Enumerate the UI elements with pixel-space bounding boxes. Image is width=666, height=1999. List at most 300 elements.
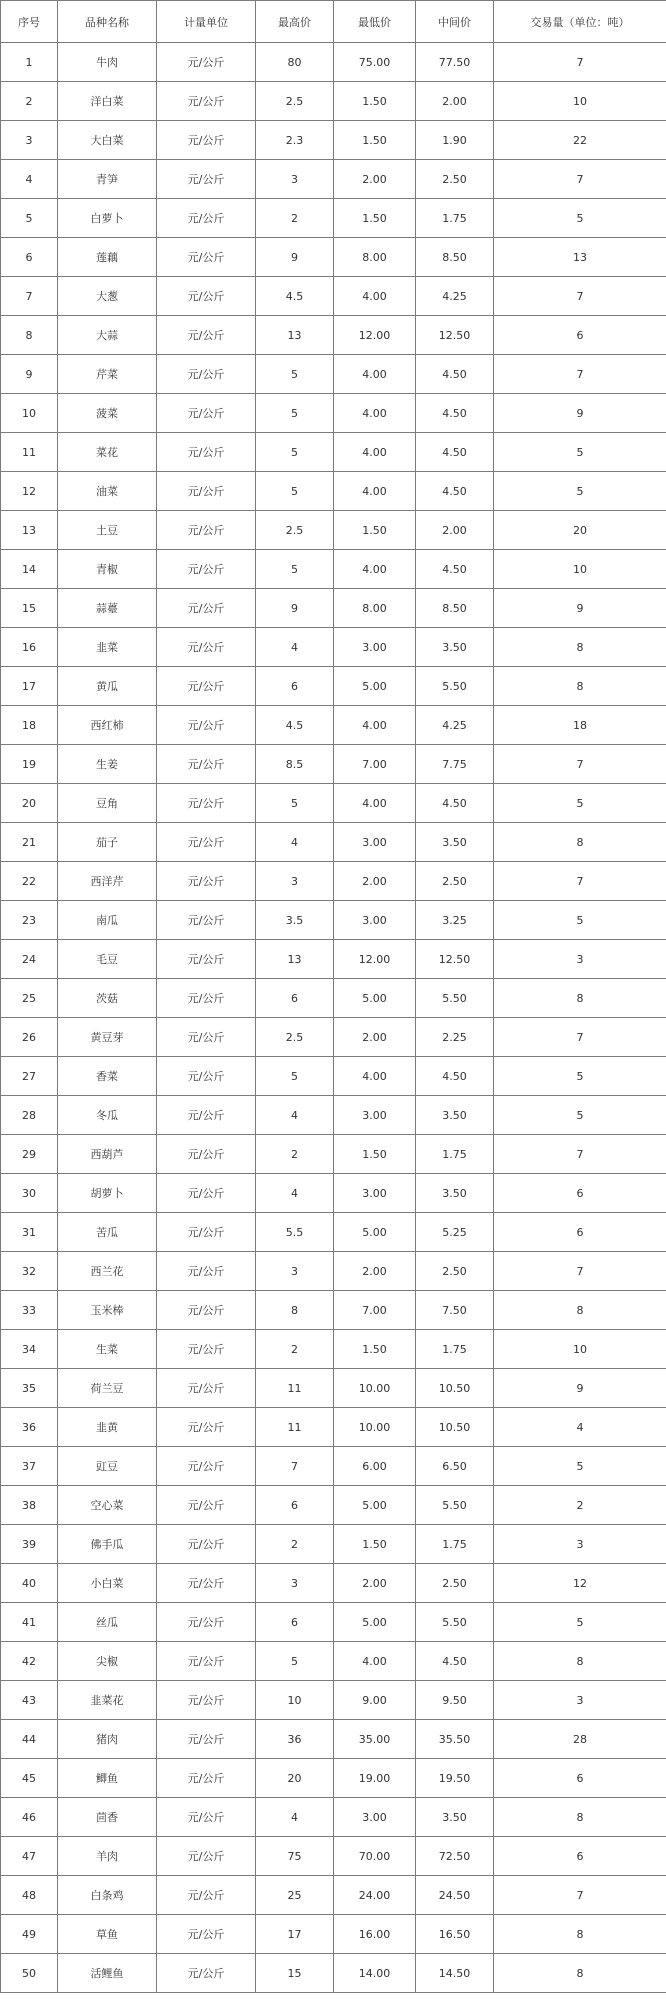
cell-max-price: 5 xyxy=(256,472,334,511)
cell-volume: 5 xyxy=(494,1447,666,1486)
cell-index: 16 xyxy=(1,628,58,667)
cell-mid-price: 2.50 xyxy=(416,160,494,199)
cell-max-price: 7 xyxy=(256,1447,334,1486)
cell-index: 2 xyxy=(1,82,58,121)
cell-unit: 元/公斤 xyxy=(157,1291,256,1330)
cell-mid-price: 35.50 xyxy=(416,1720,494,1759)
cell-max-price: 3.5 xyxy=(256,901,334,940)
cell-volume: 10 xyxy=(494,550,666,589)
cell-variety: 南瓜 xyxy=(58,901,157,940)
cell-min-price: 3.00 xyxy=(334,901,416,940)
cell-max-price: 15 xyxy=(256,1954,334,1993)
cell-index: 45 xyxy=(1,1759,58,1798)
cell-mid-price: 4.50 xyxy=(416,472,494,511)
cell-variety: 黄豆芽 xyxy=(58,1018,157,1057)
cell-unit: 元/公斤 xyxy=(157,1759,256,1798)
table-row xyxy=(1,823,666,862)
cell-volume: 10 xyxy=(494,82,666,121)
table-row xyxy=(1,277,666,316)
table-row xyxy=(1,1291,666,1330)
cell-volume: 8 xyxy=(494,823,666,862)
cell-mid-price: 8.50 xyxy=(416,238,494,277)
cell-unit: 元/公斤 xyxy=(157,1798,256,1837)
cell-min-price: 7.00 xyxy=(334,1291,416,1330)
table-row xyxy=(1,394,666,433)
cell-index: 38 xyxy=(1,1486,58,1525)
cell-volume: 6 xyxy=(494,1213,666,1252)
cell-unit: 元/公斤 xyxy=(157,316,256,355)
cell-max-price: 4 xyxy=(256,628,334,667)
cell-index: 25 xyxy=(1,979,58,1018)
cell-max-price: 5 xyxy=(256,394,334,433)
cell-mid-price: 2.25 xyxy=(416,1018,494,1057)
cell-mid-price: 1.75 xyxy=(416,1135,494,1174)
cell-unit: 元/公斤 xyxy=(157,550,256,589)
cell-index: 19 xyxy=(1,745,58,784)
cell-unit: 元/公斤 xyxy=(157,355,256,394)
cell-variety: 胡萝卜 xyxy=(58,1174,157,1213)
cell-index: 34 xyxy=(1,1330,58,1369)
cell-index: 14 xyxy=(1,550,58,589)
cell-min-price: 2.00 xyxy=(334,160,416,199)
cell-variety: 生菜 xyxy=(58,1330,157,1369)
cell-min-price: 4.00 xyxy=(334,706,416,745)
cell-mid-price: 4.50 xyxy=(416,433,494,472)
cell-volume: 3 xyxy=(494,940,666,979)
cell-index: 28 xyxy=(1,1096,58,1135)
cell-unit: 元/公斤 xyxy=(157,1681,256,1720)
table-row xyxy=(1,979,666,1018)
cell-variety: 荷兰豆 xyxy=(58,1369,157,1408)
cell-volume: 9 xyxy=(494,394,666,433)
cell-mid-price: 4.50 xyxy=(416,1642,494,1681)
cell-mid-price: 72.50 xyxy=(416,1837,494,1876)
cell-unit: 元/公斤 xyxy=(157,1564,256,1603)
cell-index: 24 xyxy=(1,940,58,979)
cell-mid-price: 2.00 xyxy=(416,511,494,550)
cell-index: 7 xyxy=(1,277,58,316)
cell-volume: 9 xyxy=(494,1369,666,1408)
cell-variety: 苦瓜 xyxy=(58,1213,157,1252)
cell-volume: 10 xyxy=(494,1330,666,1369)
cell-index: 29 xyxy=(1,1135,58,1174)
cell-index: 44 xyxy=(1,1720,58,1759)
table-row xyxy=(1,121,666,160)
table-row xyxy=(1,745,666,784)
cell-unit: 元/公斤 xyxy=(157,1447,256,1486)
table-row xyxy=(1,1018,666,1057)
cell-max-price: 8 xyxy=(256,1291,334,1330)
cell-variety: 空心菜 xyxy=(58,1486,157,1525)
cell-max-price: 9 xyxy=(256,238,334,277)
cell-max-price: 2 xyxy=(256,1525,334,1564)
cell-min-price: 4.00 xyxy=(334,277,416,316)
table-row xyxy=(1,1096,666,1135)
cell-max-price: 4 xyxy=(256,1096,334,1135)
table-row xyxy=(1,1135,666,1174)
cell-variety: 大白菜 xyxy=(58,121,157,160)
cell-volume: 7 xyxy=(494,862,666,901)
cell-min-price: 12.00 xyxy=(334,940,416,979)
table-row xyxy=(1,1408,666,1447)
cell-max-price: 2.5 xyxy=(256,1018,334,1057)
cell-variety: 尖椒 xyxy=(58,1642,157,1681)
cell-max-price: 5 xyxy=(256,433,334,472)
cell-mid-price: 12.50 xyxy=(416,940,494,979)
cell-max-price: 4 xyxy=(256,1798,334,1837)
header-variety: 品种名称 xyxy=(58,1,157,43)
cell-max-price: 6 xyxy=(256,1486,334,1525)
cell-index: 10 xyxy=(1,394,58,433)
cell-index: 30 xyxy=(1,1174,58,1213)
cell-volume: 22 xyxy=(494,121,666,160)
cell-mid-price: 2.00 xyxy=(416,82,494,121)
table-row xyxy=(1,355,666,394)
cell-index: 20 xyxy=(1,784,58,823)
cell-min-price: 5.00 xyxy=(334,1603,416,1642)
cell-variety: 佛手瓜 xyxy=(58,1525,157,1564)
cell-unit: 元/公斤 xyxy=(157,979,256,1018)
header-row xyxy=(1,1,666,43)
cell-variety: 鲫鱼 xyxy=(58,1759,157,1798)
cell-volume: 5 xyxy=(494,1057,666,1096)
cell-volume: 5 xyxy=(494,1096,666,1135)
cell-max-price: 2 xyxy=(256,1135,334,1174)
cell-variety: 茴香 xyxy=(58,1798,157,1837)
cell-mid-price: 2.50 xyxy=(416,1564,494,1603)
cell-min-price: 2.00 xyxy=(334,1564,416,1603)
cell-max-price: 3 xyxy=(256,1252,334,1291)
cell-max-price: 10 xyxy=(256,1681,334,1720)
cell-variety: 青椒 xyxy=(58,550,157,589)
header-max-price: 最高价 xyxy=(256,1,334,43)
cell-mid-price: 4.50 xyxy=(416,1057,494,1096)
cell-volume: 18 xyxy=(494,706,666,745)
cell-variety: 大蒜 xyxy=(58,316,157,355)
cell-max-price: 4.5 xyxy=(256,277,334,316)
cell-unit: 元/公斤 xyxy=(157,1408,256,1447)
table-row xyxy=(1,1174,666,1213)
cell-max-price: 6 xyxy=(256,1603,334,1642)
cell-index: 43 xyxy=(1,1681,58,1720)
cell-min-price: 5.00 xyxy=(334,1486,416,1525)
cell-volume: 5 xyxy=(494,472,666,511)
cell-min-price: 1.50 xyxy=(334,511,416,550)
cell-variety: 香菜 xyxy=(58,1057,157,1096)
cell-volume: 7 xyxy=(494,1135,666,1174)
table-row xyxy=(1,472,666,511)
cell-min-price: 3.00 xyxy=(334,628,416,667)
cell-index: 48 xyxy=(1,1876,58,1915)
cell-volume: 2 xyxy=(494,1486,666,1525)
cell-variety: 油菜 xyxy=(58,472,157,511)
cell-mid-price: 7.75 xyxy=(416,745,494,784)
cell-variety: 生姜 xyxy=(58,745,157,784)
cell-volume: 5 xyxy=(494,199,666,238)
cell-unit: 元/公斤 xyxy=(157,394,256,433)
cell-min-price: 1.50 xyxy=(334,82,416,121)
table-row xyxy=(1,1915,666,1954)
cell-unit: 元/公斤 xyxy=(157,1135,256,1174)
cell-max-price: 11 xyxy=(256,1408,334,1447)
cell-max-price: 2.5 xyxy=(256,511,334,550)
table-row xyxy=(1,1798,666,1837)
table-row xyxy=(1,511,666,550)
cell-volume: 7 xyxy=(494,43,666,82)
cell-mid-price: 3.50 xyxy=(416,1798,494,1837)
cell-variety: 韭菜 xyxy=(58,628,157,667)
cell-volume: 3 xyxy=(494,1681,666,1720)
cell-min-price: 4.00 xyxy=(334,1642,416,1681)
header-volume: 交易量（单位：吨） xyxy=(494,1,666,43)
cell-mid-price: 12.50 xyxy=(416,316,494,355)
cell-mid-price: 4.50 xyxy=(416,394,494,433)
cell-volume: 6 xyxy=(494,1837,666,1876)
cell-max-price: 5 xyxy=(256,1057,334,1096)
cell-mid-price: 2.50 xyxy=(416,1252,494,1291)
cell-unit: 元/公斤 xyxy=(157,745,256,784)
cell-mid-price: 1.75 xyxy=(416,1330,494,1369)
cell-mid-price: 2.50 xyxy=(416,862,494,901)
cell-unit: 元/公斤 xyxy=(157,511,256,550)
cell-volume: 7 xyxy=(494,1018,666,1057)
cell-index: 21 xyxy=(1,823,58,862)
cell-unit: 元/公斤 xyxy=(157,628,256,667)
cell-index: 32 xyxy=(1,1252,58,1291)
cell-variety: 茨菇 xyxy=(58,979,157,1018)
cell-variety: 丝瓜 xyxy=(58,1603,157,1642)
cell-index: 17 xyxy=(1,667,58,706)
cell-mid-price: 8.50 xyxy=(416,589,494,628)
cell-volume: 3 xyxy=(494,1525,666,1564)
cell-index: 23 xyxy=(1,901,58,940)
table-row xyxy=(1,1876,666,1915)
cell-index: 8 xyxy=(1,316,58,355)
cell-volume: 20 xyxy=(494,511,666,550)
cell-variety: 莲藕 xyxy=(58,238,157,277)
cell-variety: 西洋芹 xyxy=(58,862,157,901)
cell-volume: 7 xyxy=(494,355,666,394)
cell-unit: 元/公斤 xyxy=(157,667,256,706)
cell-unit: 元/公斤 xyxy=(157,901,256,940)
cell-variety: 小白菜 xyxy=(58,1564,157,1603)
table-row xyxy=(1,1252,666,1291)
cell-index: 3 xyxy=(1,121,58,160)
cell-volume: 5 xyxy=(494,1603,666,1642)
cell-min-price: 2.00 xyxy=(334,862,416,901)
cell-min-price: 4.00 xyxy=(334,355,416,394)
cell-min-price: 2.00 xyxy=(334,1252,416,1291)
cell-min-price: 16.00 xyxy=(334,1915,416,1954)
cell-min-price: 9.00 xyxy=(334,1681,416,1720)
cell-mid-price: 4.50 xyxy=(416,784,494,823)
table-header xyxy=(1,1,666,43)
cell-min-price: 10.00 xyxy=(334,1408,416,1447)
cell-variety: 青笋 xyxy=(58,160,157,199)
cell-unit: 元/公斤 xyxy=(157,82,256,121)
cell-volume: 8 xyxy=(494,1954,666,1993)
cell-max-price: 25 xyxy=(256,1876,334,1915)
cell-variety: 土豆 xyxy=(58,511,157,550)
cell-mid-price: 16.50 xyxy=(416,1915,494,1954)
cell-variety: 毛豆 xyxy=(58,940,157,979)
table-row xyxy=(1,1330,666,1369)
cell-max-price: 36 xyxy=(256,1720,334,1759)
cell-min-price: 4.00 xyxy=(334,433,416,472)
cell-index: 26 xyxy=(1,1018,58,1057)
cell-index: 6 xyxy=(1,238,58,277)
cell-unit: 元/公斤 xyxy=(157,1330,256,1369)
table-row xyxy=(1,706,666,745)
cell-variety: 蒜薹 xyxy=(58,589,157,628)
cell-max-price: 13 xyxy=(256,316,334,355)
cell-min-price: 6.00 xyxy=(334,1447,416,1486)
cell-volume: 8 xyxy=(494,1291,666,1330)
table-row xyxy=(1,940,666,979)
cell-index: 41 xyxy=(1,1603,58,1642)
cell-min-price: 24.00 xyxy=(334,1876,416,1915)
cell-mid-price: 4.25 xyxy=(416,706,494,745)
cell-min-price: 1.50 xyxy=(334,121,416,160)
cell-max-price: 8.5 xyxy=(256,745,334,784)
cell-index: 9 xyxy=(1,355,58,394)
cell-min-price: 1.50 xyxy=(334,1525,416,1564)
table-row xyxy=(1,433,666,472)
table-row xyxy=(1,862,666,901)
cell-mid-price: 1.75 xyxy=(416,199,494,238)
cell-mid-price: 3.50 xyxy=(416,1096,494,1135)
cell-min-price: 8.00 xyxy=(334,589,416,628)
cell-min-price: 4.00 xyxy=(334,394,416,433)
cell-mid-price: 5.50 xyxy=(416,1486,494,1525)
cell-variety: 冬瓜 xyxy=(58,1096,157,1135)
cell-max-price: 11 xyxy=(256,1369,334,1408)
cell-mid-price: 4.50 xyxy=(416,355,494,394)
table-row xyxy=(1,1642,666,1681)
cell-variety: 大葱 xyxy=(58,277,157,316)
cell-min-price: 3.00 xyxy=(334,1096,416,1135)
table-row xyxy=(1,1486,666,1525)
cell-min-price: 3.00 xyxy=(334,1174,416,1213)
cell-unit: 元/公斤 xyxy=(157,1486,256,1525)
table-row xyxy=(1,1564,666,1603)
cell-volume: 6 xyxy=(494,1759,666,1798)
cell-volume: 5 xyxy=(494,901,666,940)
cell-min-price: 35.00 xyxy=(334,1720,416,1759)
cell-max-price: 4 xyxy=(256,1174,334,1213)
cell-mid-price: 4.50 xyxy=(416,550,494,589)
cell-unit: 元/公斤 xyxy=(157,1642,256,1681)
cell-index: 46 xyxy=(1,1798,58,1837)
cell-max-price: 3 xyxy=(256,160,334,199)
cell-min-price: 3.00 xyxy=(334,1798,416,1837)
cell-index: 22 xyxy=(1,862,58,901)
cell-variety: 菜花 xyxy=(58,433,157,472)
cell-index: 37 xyxy=(1,1447,58,1486)
cell-min-price: 1.50 xyxy=(334,1330,416,1369)
cell-min-price: 1.50 xyxy=(334,1135,416,1174)
cell-min-price: 75.00 xyxy=(334,43,416,82)
cell-unit: 元/公斤 xyxy=(157,1603,256,1642)
cell-index: 15 xyxy=(1,589,58,628)
table-row xyxy=(1,1720,666,1759)
cell-volume: 8 xyxy=(494,1642,666,1681)
cell-volume: 8 xyxy=(494,1915,666,1954)
cell-unit: 元/公斤 xyxy=(157,199,256,238)
table-row xyxy=(1,589,666,628)
table-row xyxy=(1,238,666,277)
table-row xyxy=(1,1525,666,1564)
cell-variety: 韭菜花 xyxy=(58,1681,157,1720)
cell-min-price: 7.00 xyxy=(334,745,416,784)
cell-mid-price: 3.50 xyxy=(416,1174,494,1213)
cell-unit: 元/公斤 xyxy=(157,784,256,823)
cell-index: 4 xyxy=(1,160,58,199)
cell-unit: 元/公斤 xyxy=(157,1876,256,1915)
cell-unit: 元/公斤 xyxy=(157,472,256,511)
cell-unit: 元/公斤 xyxy=(157,1720,256,1759)
table-row xyxy=(1,1213,666,1252)
cell-unit: 元/公斤 xyxy=(157,1252,256,1291)
cell-volume: 5 xyxy=(494,433,666,472)
cell-min-price: 2.00 xyxy=(334,1018,416,1057)
table-row xyxy=(1,628,666,667)
cell-max-price: 2 xyxy=(256,1330,334,1369)
cell-volume: 7 xyxy=(494,1252,666,1291)
cell-mid-price: 3.50 xyxy=(416,628,494,667)
cell-unit: 元/公斤 xyxy=(157,862,256,901)
cell-min-price: 14.00 xyxy=(334,1954,416,1993)
cell-min-price: 19.00 xyxy=(334,1759,416,1798)
cell-volume: 7 xyxy=(494,160,666,199)
table-row xyxy=(1,1954,666,1993)
cell-index: 12 xyxy=(1,472,58,511)
cell-min-price: 4.00 xyxy=(334,784,416,823)
cell-mid-price: 3.50 xyxy=(416,823,494,862)
cell-volume: 8 xyxy=(494,667,666,706)
cell-mid-price: 5.50 xyxy=(416,979,494,1018)
cell-volume: 6 xyxy=(494,1174,666,1213)
cell-min-price: 5.00 xyxy=(334,1213,416,1252)
table-row xyxy=(1,160,666,199)
cell-min-price: 10.00 xyxy=(334,1369,416,1408)
cell-unit: 元/公斤 xyxy=(157,1018,256,1057)
table-row xyxy=(1,1369,666,1408)
cell-variety: 茄子 xyxy=(58,823,157,862)
cell-unit: 元/公斤 xyxy=(157,1525,256,1564)
cell-mid-price: 24.50 xyxy=(416,1876,494,1915)
cell-mid-price: 77.50 xyxy=(416,43,494,82)
cell-variety: 西葫芦 xyxy=(58,1135,157,1174)
cell-index: 31 xyxy=(1,1213,58,1252)
cell-unit: 元/公斤 xyxy=(157,1213,256,1252)
cell-max-price: 2 xyxy=(256,199,334,238)
cell-mid-price: 19.50 xyxy=(416,1759,494,1798)
cell-variety: 猪肉 xyxy=(58,1720,157,1759)
cell-volume: 5 xyxy=(494,784,666,823)
cell-index: 49 xyxy=(1,1915,58,1954)
cell-min-price: 3.00 xyxy=(334,823,416,862)
cell-volume: 7 xyxy=(494,277,666,316)
cell-max-price: 6 xyxy=(256,667,334,706)
cell-min-price: 12.00 xyxy=(334,316,416,355)
cell-max-price: 3 xyxy=(256,1564,334,1603)
cell-max-price: 13 xyxy=(256,940,334,979)
cell-volume: 12 xyxy=(494,1564,666,1603)
cell-unit: 元/公斤 xyxy=(157,589,256,628)
cell-volume: 9 xyxy=(494,589,666,628)
table-row xyxy=(1,784,666,823)
